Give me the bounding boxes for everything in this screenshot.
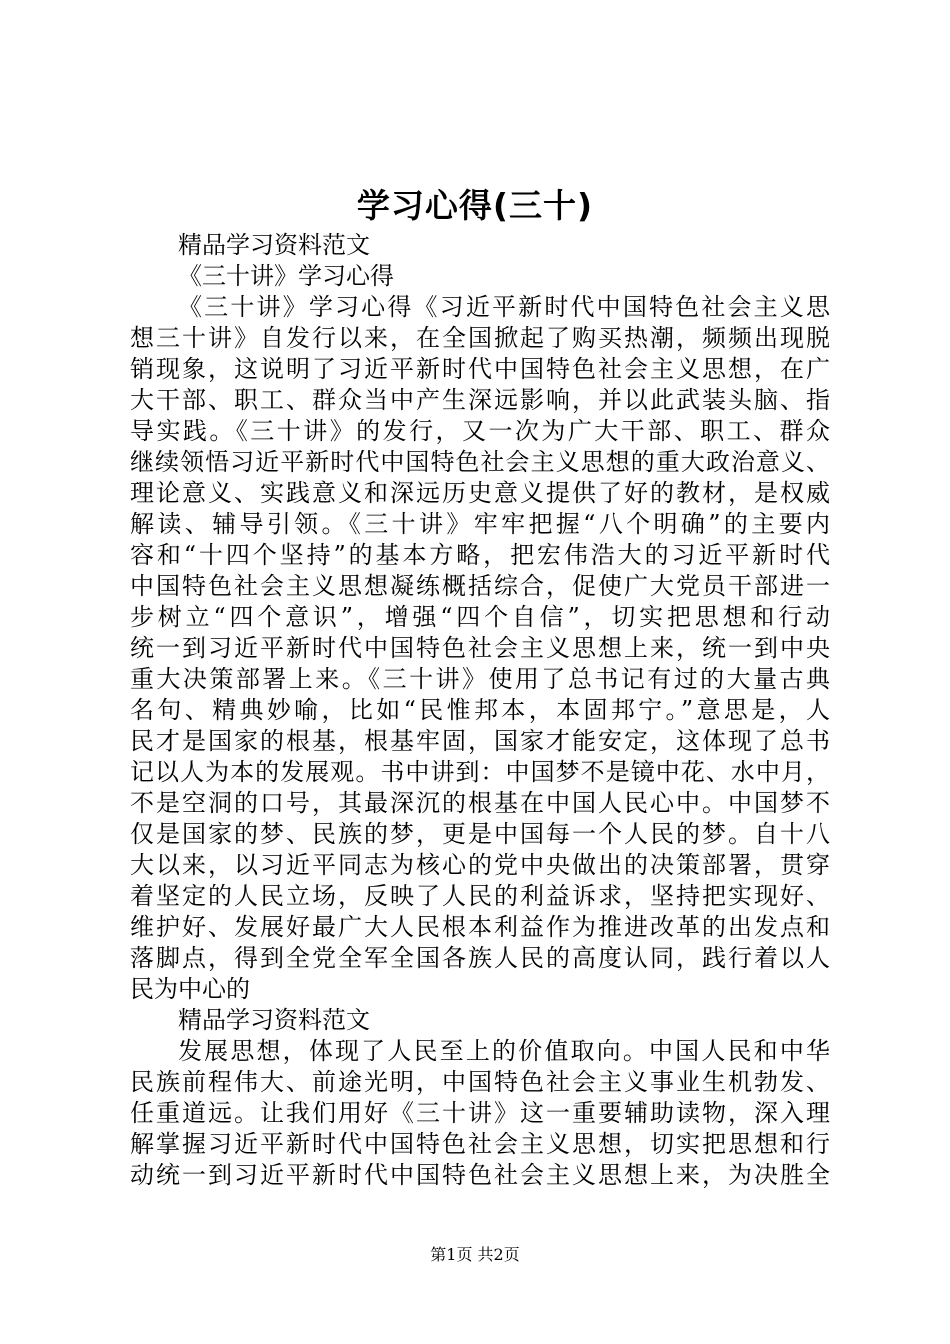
text-line: 民族前程伟大、前途光明，中国特色社会主义事业生机勃发、 — [130, 1068, 830, 1096]
text-line: 统一到习近平新时代中国特色社会主义思想上来，统一到中央 — [130, 634, 830, 662]
text-line: 落脚点，得到全党全军全国各族人民的高度认同，践行着以人 — [130, 944, 830, 972]
text-line: 发展思想，体现了人民至上的价值取向。中国人民和中华 — [178, 1037, 830, 1065]
text-line: 想三十讲》自发行以来，在全国掀起了购买热潮，频频出现脱 — [130, 324, 830, 352]
text-line: 大干部、职工、群众当中产生深远影响，并以此武装头脑、指 — [130, 386, 830, 414]
document-title: 学习心得(三十) — [356, 186, 594, 225]
text-line: 精品学习资料范文 — [178, 231, 370, 259]
text-line: 理论意义、实践意义和深远历史意义提供了好的教材，是权威 — [130, 479, 830, 507]
text-line: 容和“十四个坚持”的基本方略，把宏伟浩大的习近平新时代 — [130, 541, 830, 569]
text-line: 任重道远。让我们用好《三十讲》这一重要辅助读物，深入理 — [130, 1099, 830, 1127]
text-line: 继续领悟习近平新时代中国特色社会主义思想的重大政治意义、 — [130, 448, 830, 476]
text-line: 仅是国家的梦、民族的梦，更是中国每一个人民的梦。自十八 — [130, 820, 830, 848]
text-line: 民才是国家的根基，根基牢固，国家才能安定，这体现了总书 — [130, 727, 830, 755]
text-line: 民为中心的 — [130, 975, 250, 1003]
text-line: 重大决策部署上来。《三十讲》使用了总书记有过的大量古典 — [130, 665, 830, 693]
text-line: 《三十讲》学习心得 — [178, 262, 394, 290]
text-line: 《三十讲》学习心得《习近平新时代中国特色社会主义思 — [178, 293, 830, 321]
text-line: 中国特色社会主义思想凝练概括综合，促使广大党员干部进一 — [130, 572, 830, 600]
text-line: 步树立“四个意识”，增强“四个自信”，切实把思想和行动 — [130, 603, 830, 631]
page-number-footer: 第1页 共2页 — [430, 1245, 520, 1264]
text-line: 记以人为本的发展观。书中讲到：中国梦不是镜中花、水中月， — [130, 758, 830, 786]
text-line: 维护好、发展好最广大人民根本利益作为推进改革的出发点和 — [130, 913, 830, 941]
text-line: 着坚定的人民立场，反映了人民的利益诉求，坚持把实现好、 — [130, 882, 830, 910]
text-line: 动统一到习近平新时代中国特色社会主义思想上来，为决胜全 — [130, 1161, 830, 1189]
text-line: 解掌握习近平新时代中国特色社会主义思想，切实把思想和行 — [130, 1130, 830, 1158]
text-line: 不是空洞的口号，其最深沉的根基在中国人民心中。中国梦不 — [130, 789, 830, 817]
text-line: 解读、辅导引领。《三十讲》牢牢把握“八个明确”的主要内 — [130, 510, 830, 538]
text-line: 精品学习资料范文 — [178, 1006, 370, 1034]
text-line: 销现象，这说明了习近平新时代中国特色社会主义思想，在广 — [130, 355, 830, 383]
text-line: 大以来，以习近平同志为核心的党中央做出的决策部署，贯穿 — [130, 851, 830, 879]
text-line: 名句、精典妙喻，比如“民惟邦本，本固邦宁。”意思是，人 — [130, 696, 830, 724]
document-body — [130, 230, 830, 1191]
text-line: 导实践。《三十讲》的发行，又一次为广大干部、职工、群众 — [130, 417, 830, 445]
